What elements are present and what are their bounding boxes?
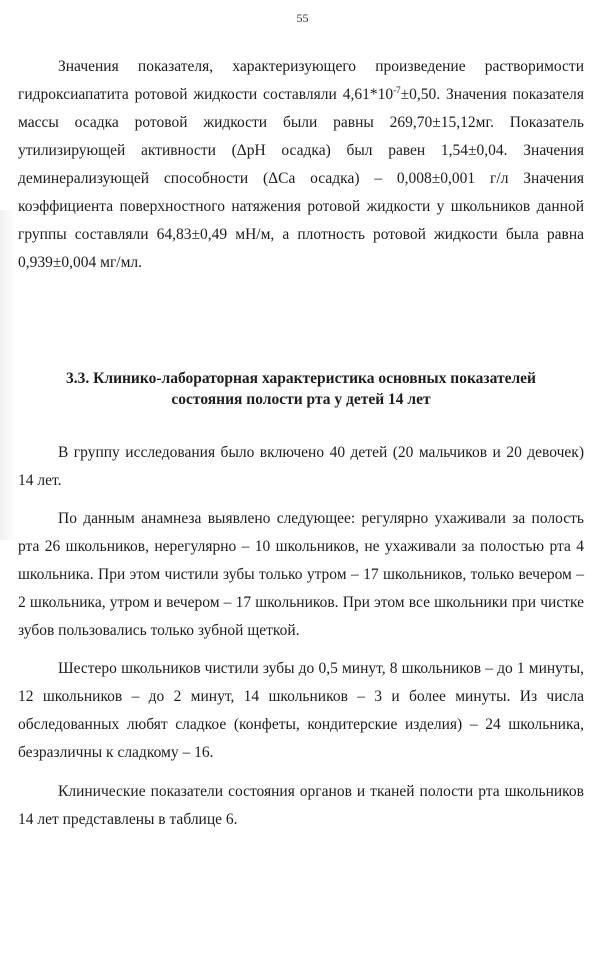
paragraph-study-group: В группу исследования было включено 40 детей (20 мальчиков и 20 девочек) 14 лет.: [18, 444, 584, 489]
paragraph-saliva-indicators-part1: Значения показателя, характеризующего произведение растворимости гидроксиапатита ротовой жидкости составляли 4,61*10: [18, 58, 584, 103]
exponent: -7: [393, 85, 401, 95]
paragraph-saliva-indicators-part2: ±0,50. Значения показателя массы осадка ротовой жидкости были равны 269,70±15,12мг. Показатель утилизирующей активности (ΔpH осадка) был равен 1,54±0,04. Значения деминерализующей способности (ΔCa осадка) – 0,008±0,001 г/л Значения коэффициента поверхностного натяжения ротовой жидкости у школьников данной группы составляли 64,83±0,49 мН/м, а плотность ротовой жидкости была равна 0,939±0,004 мг/мл.: [18, 86, 585, 271]
page-number: 55: [296, 11, 309, 25]
paragraph-anamnesis: По данным анамнеза выявлено следующее: регулярно ухаживали за полость рта 26 школьников, нерегулярно – 10 школьников, не ухаживали за полостью рта 4 школьника. При этом чистили зубы только утром – 17 школьников, только вечером – 2 школьника, утром и вечером – 17 школьников. При этом все школьники при чистке зубов пользовались только зубной щеткой.: [18, 510, 584, 639]
section-heading-line2: состояния полости рта у детей 14 лет: [171, 391, 431, 408]
paragraph-saliva-indicators: [18, 53, 584, 277]
paragraph-clinical-indicators: Клинические показатели состояния органов и тканей полости рта школьников 14 лет представлены в таблице 6.: [18, 783, 584, 828]
section-heading-line1: 3.3. Клинико-лабораторная характеристика основных показателей: [66, 370, 536, 387]
section-heading: [18, 368, 584, 410]
paragraph-brushing-duration: Шестеро школьников чистили зубы до 0,5 минут, 8 школьников – до 1 минуты, 12 школьников – до 2 минут, 14 школьников – 3 и более минуты. Из числа обследованных любят сладкое (конфеты, кондитерские изделия) – 24 школьника, безразличны к сладкому – 16.: [18, 660, 584, 761]
scan-edge-shadow: [0, 210, 15, 540]
